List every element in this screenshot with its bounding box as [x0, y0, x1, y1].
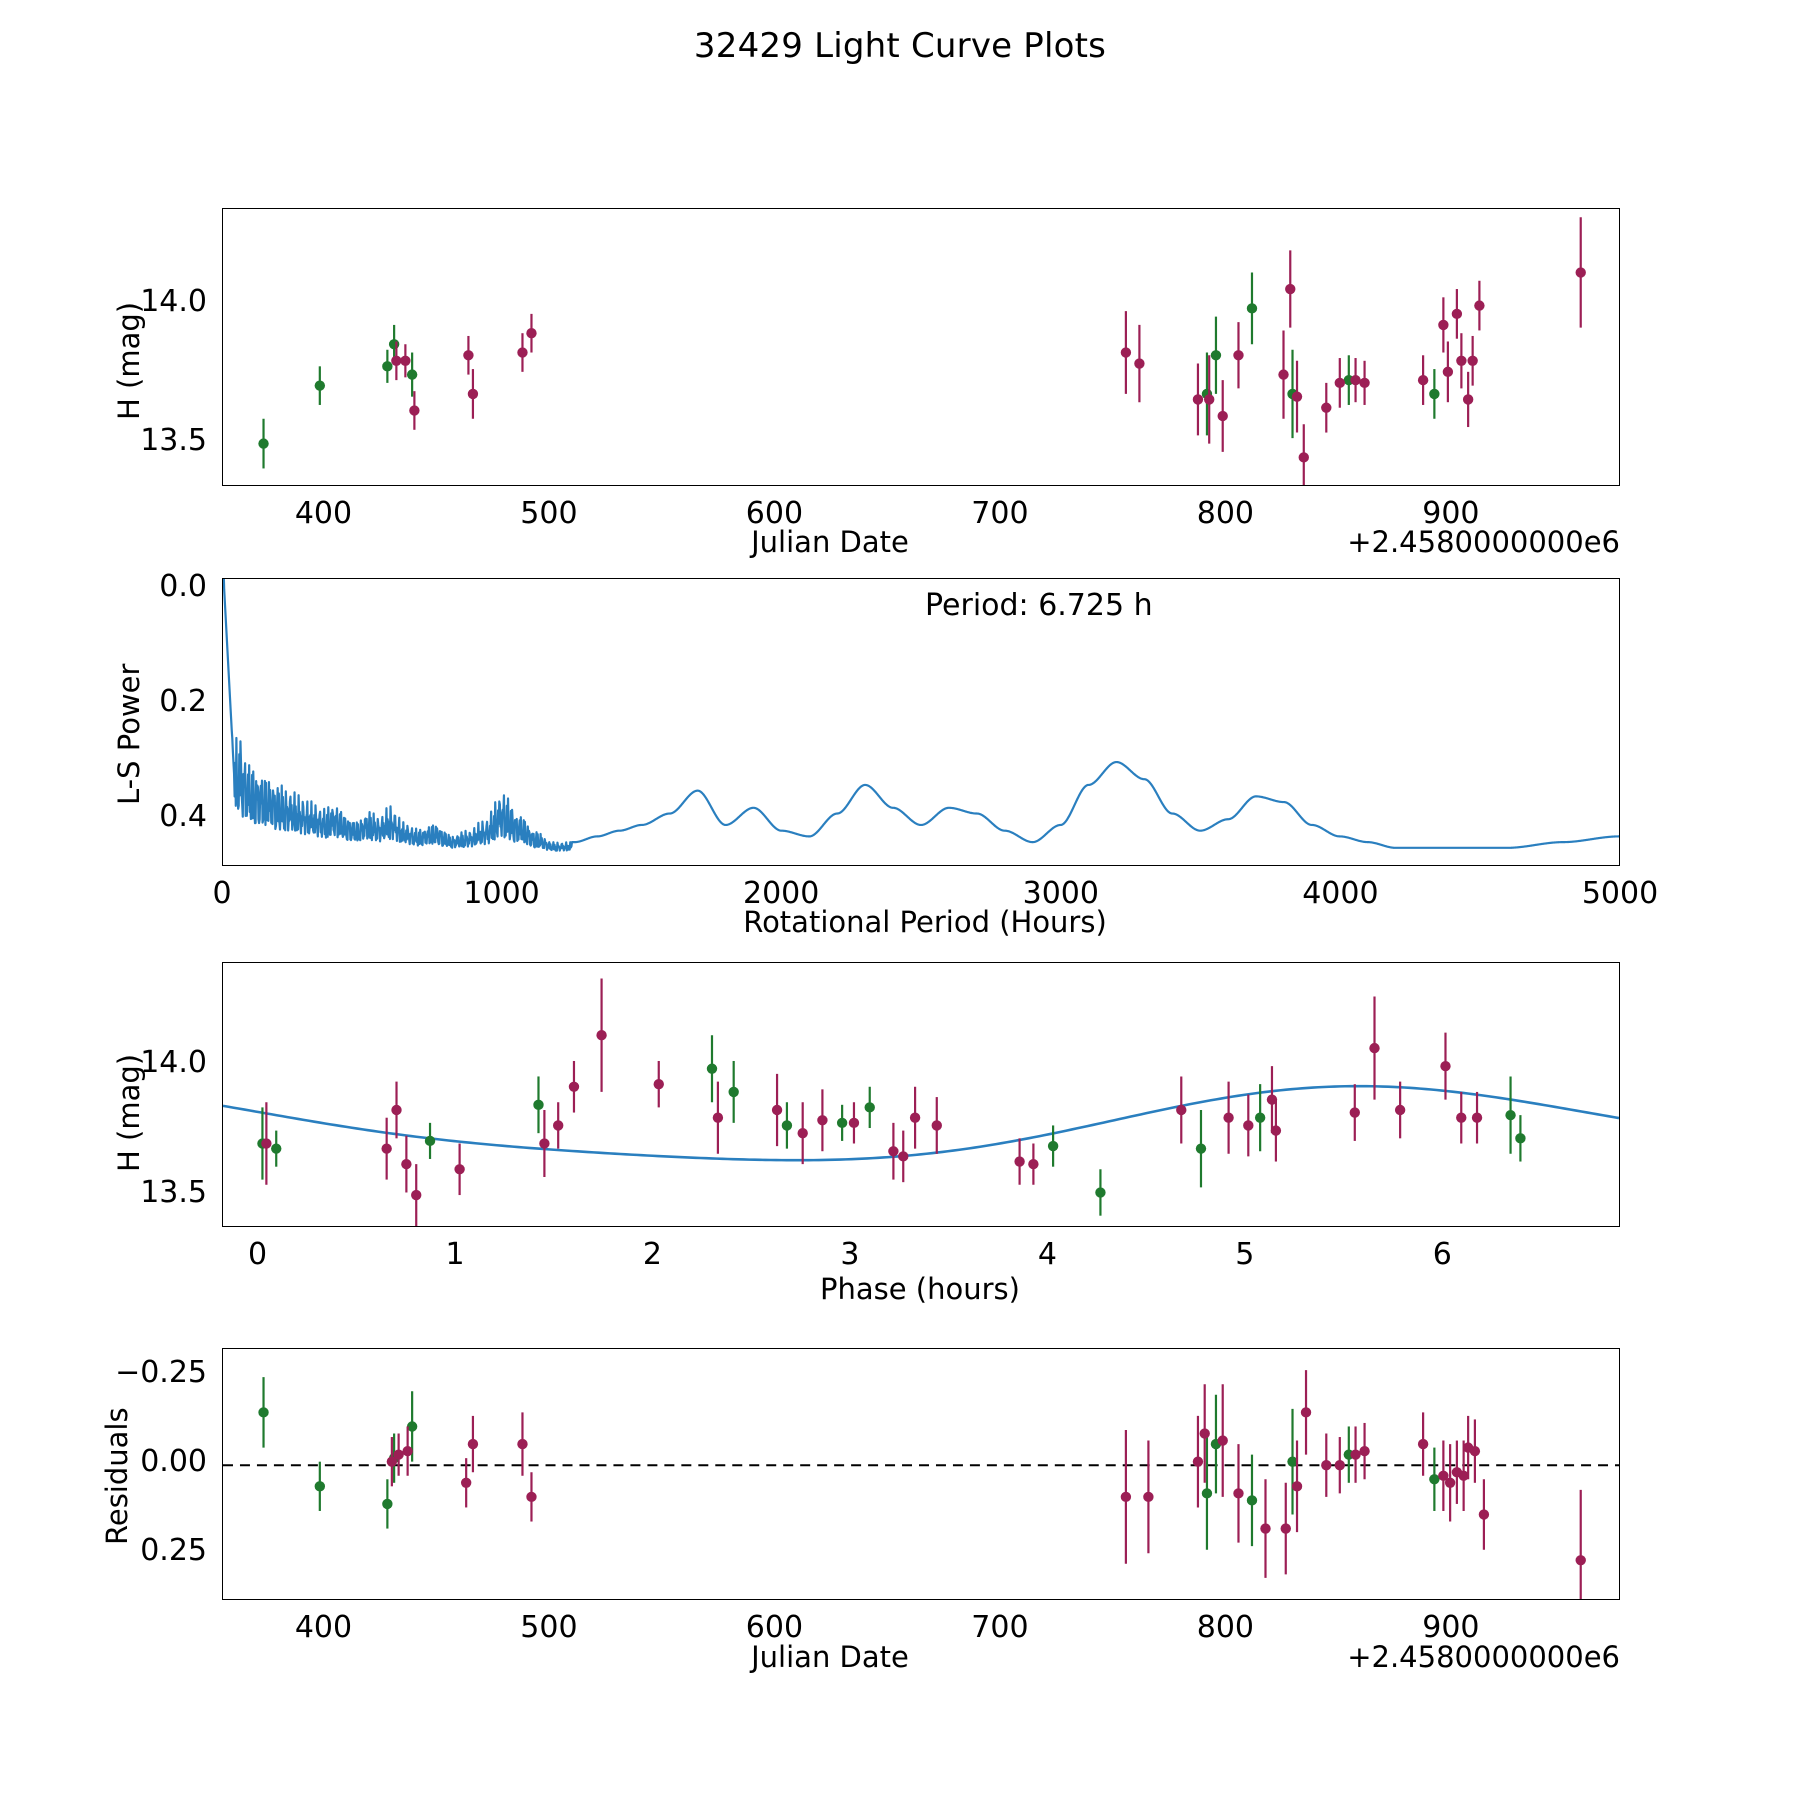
panel-periodogram [222, 578, 1620, 866]
x-tick-label: 400 [294, 496, 353, 531]
y-tick-label: 0.25 [140, 1532, 207, 1568]
x-tick-label: 4000 [1302, 876, 1379, 911]
y-tick-label: 14.0 [140, 1044, 207, 1080]
panel3-y-axis-label: H (mag) [112, 1053, 146, 1172]
panel3-x-axis-label: Phase (hours) [820, 1272, 1020, 1306]
y-tick-label: 0.4 [159, 798, 207, 834]
panel-residuals [222, 1348, 1620, 1600]
y-tick-label: −0.25 [115, 1355, 207, 1391]
panel1-x-axis-label: Julian Date [751, 525, 909, 559]
x-tick-label: 900 [1422, 496, 1480, 531]
x-tick-label: 2000 [743, 876, 820, 911]
panel4-y-axis-label: Residuals [100, 1407, 134, 1545]
y-tick-label: 13.5 [140, 423, 207, 459]
x-tick-label: 2 [642, 1237, 662, 1272]
x-tick-label: 800 [1196, 496, 1255, 531]
series-green-filter [258, 1377, 1439, 1550]
y-tick-label: 0.2 [159, 683, 207, 719]
panel4-x-axis-label: Julian Date [751, 1640, 909, 1674]
x-tick-label: 3000 [1022, 876, 1099, 911]
y-tick-label: 0.00 [140, 1444, 207, 1480]
x-tick-label: 700 [971, 1610, 1029, 1645]
x-tick-label: 1 [445, 1237, 465, 1272]
panel2-x-axis-label: Rotational Period (Hours) [743, 905, 1107, 939]
x-tick-label: 0 [247, 1237, 268, 1272]
panel2-y-axis-label: L-S Power [112, 663, 146, 805]
x-tick-label: 900 [1422, 1610, 1480, 1645]
period-annotation: Period: 6.725 h [925, 588, 1153, 623]
panel4-x-offset-label: +2.4580000000e6 [1347, 1640, 1620, 1674]
series-green-filter [258, 272, 1439, 468]
lightcurve-plot-area [223, 209, 1619, 485]
x-tick-label: 800 [1196, 1610, 1255, 1645]
periodogram-plot-area [223, 579, 1619, 865]
x-tick-label: 5000 [1581, 876, 1659, 911]
y-tick-label: 14.0 [140, 284, 207, 320]
x-tick-label: 400 [294, 1610, 353, 1645]
x-tick-label: 600 [745, 1610, 804, 1645]
series-magenta-filter [391, 217, 1586, 485]
x-tick-label: 700 [971, 496, 1029, 531]
panel1-x-offset-label: +2.4580000000e6 [1347, 525, 1620, 559]
x-tick-label: 1000 [463, 876, 540, 911]
series-magenta-filter [387, 1370, 1586, 1599]
figure-title: 32429 Light Curve Plots [693, 26, 1107, 66]
x-tick-label: 4 [1037, 1237, 1057, 1272]
phase-folded-plot-area [223, 963, 1619, 1226]
y-tick-label: 13.5 [140, 1174, 207, 1210]
x-tick-label: 3 [840, 1237, 860, 1272]
series-magenta-filter [261, 978, 1482, 1226]
panel-phase-folded [222, 962, 1620, 1227]
x-tick-label: 5 [1235, 1237, 1255, 1272]
x-tick-label: 600 [745, 496, 804, 531]
panel-lightcurve [222, 208, 1620, 486]
x-tick-label: 500 [520, 1610, 578, 1645]
y-tick-label: 0.0 [159, 568, 207, 604]
x-tick-label: 0 [212, 876, 232, 911]
x-tick-label: 6 [1432, 1237, 1452, 1272]
panel1-y-axis-label: H (mag) [112, 301, 146, 420]
residuals-plot-area [223, 1349, 1619, 1599]
series-green-filter [257, 1035, 1525, 1215]
x-tick-label: 500 [520, 496, 578, 531]
